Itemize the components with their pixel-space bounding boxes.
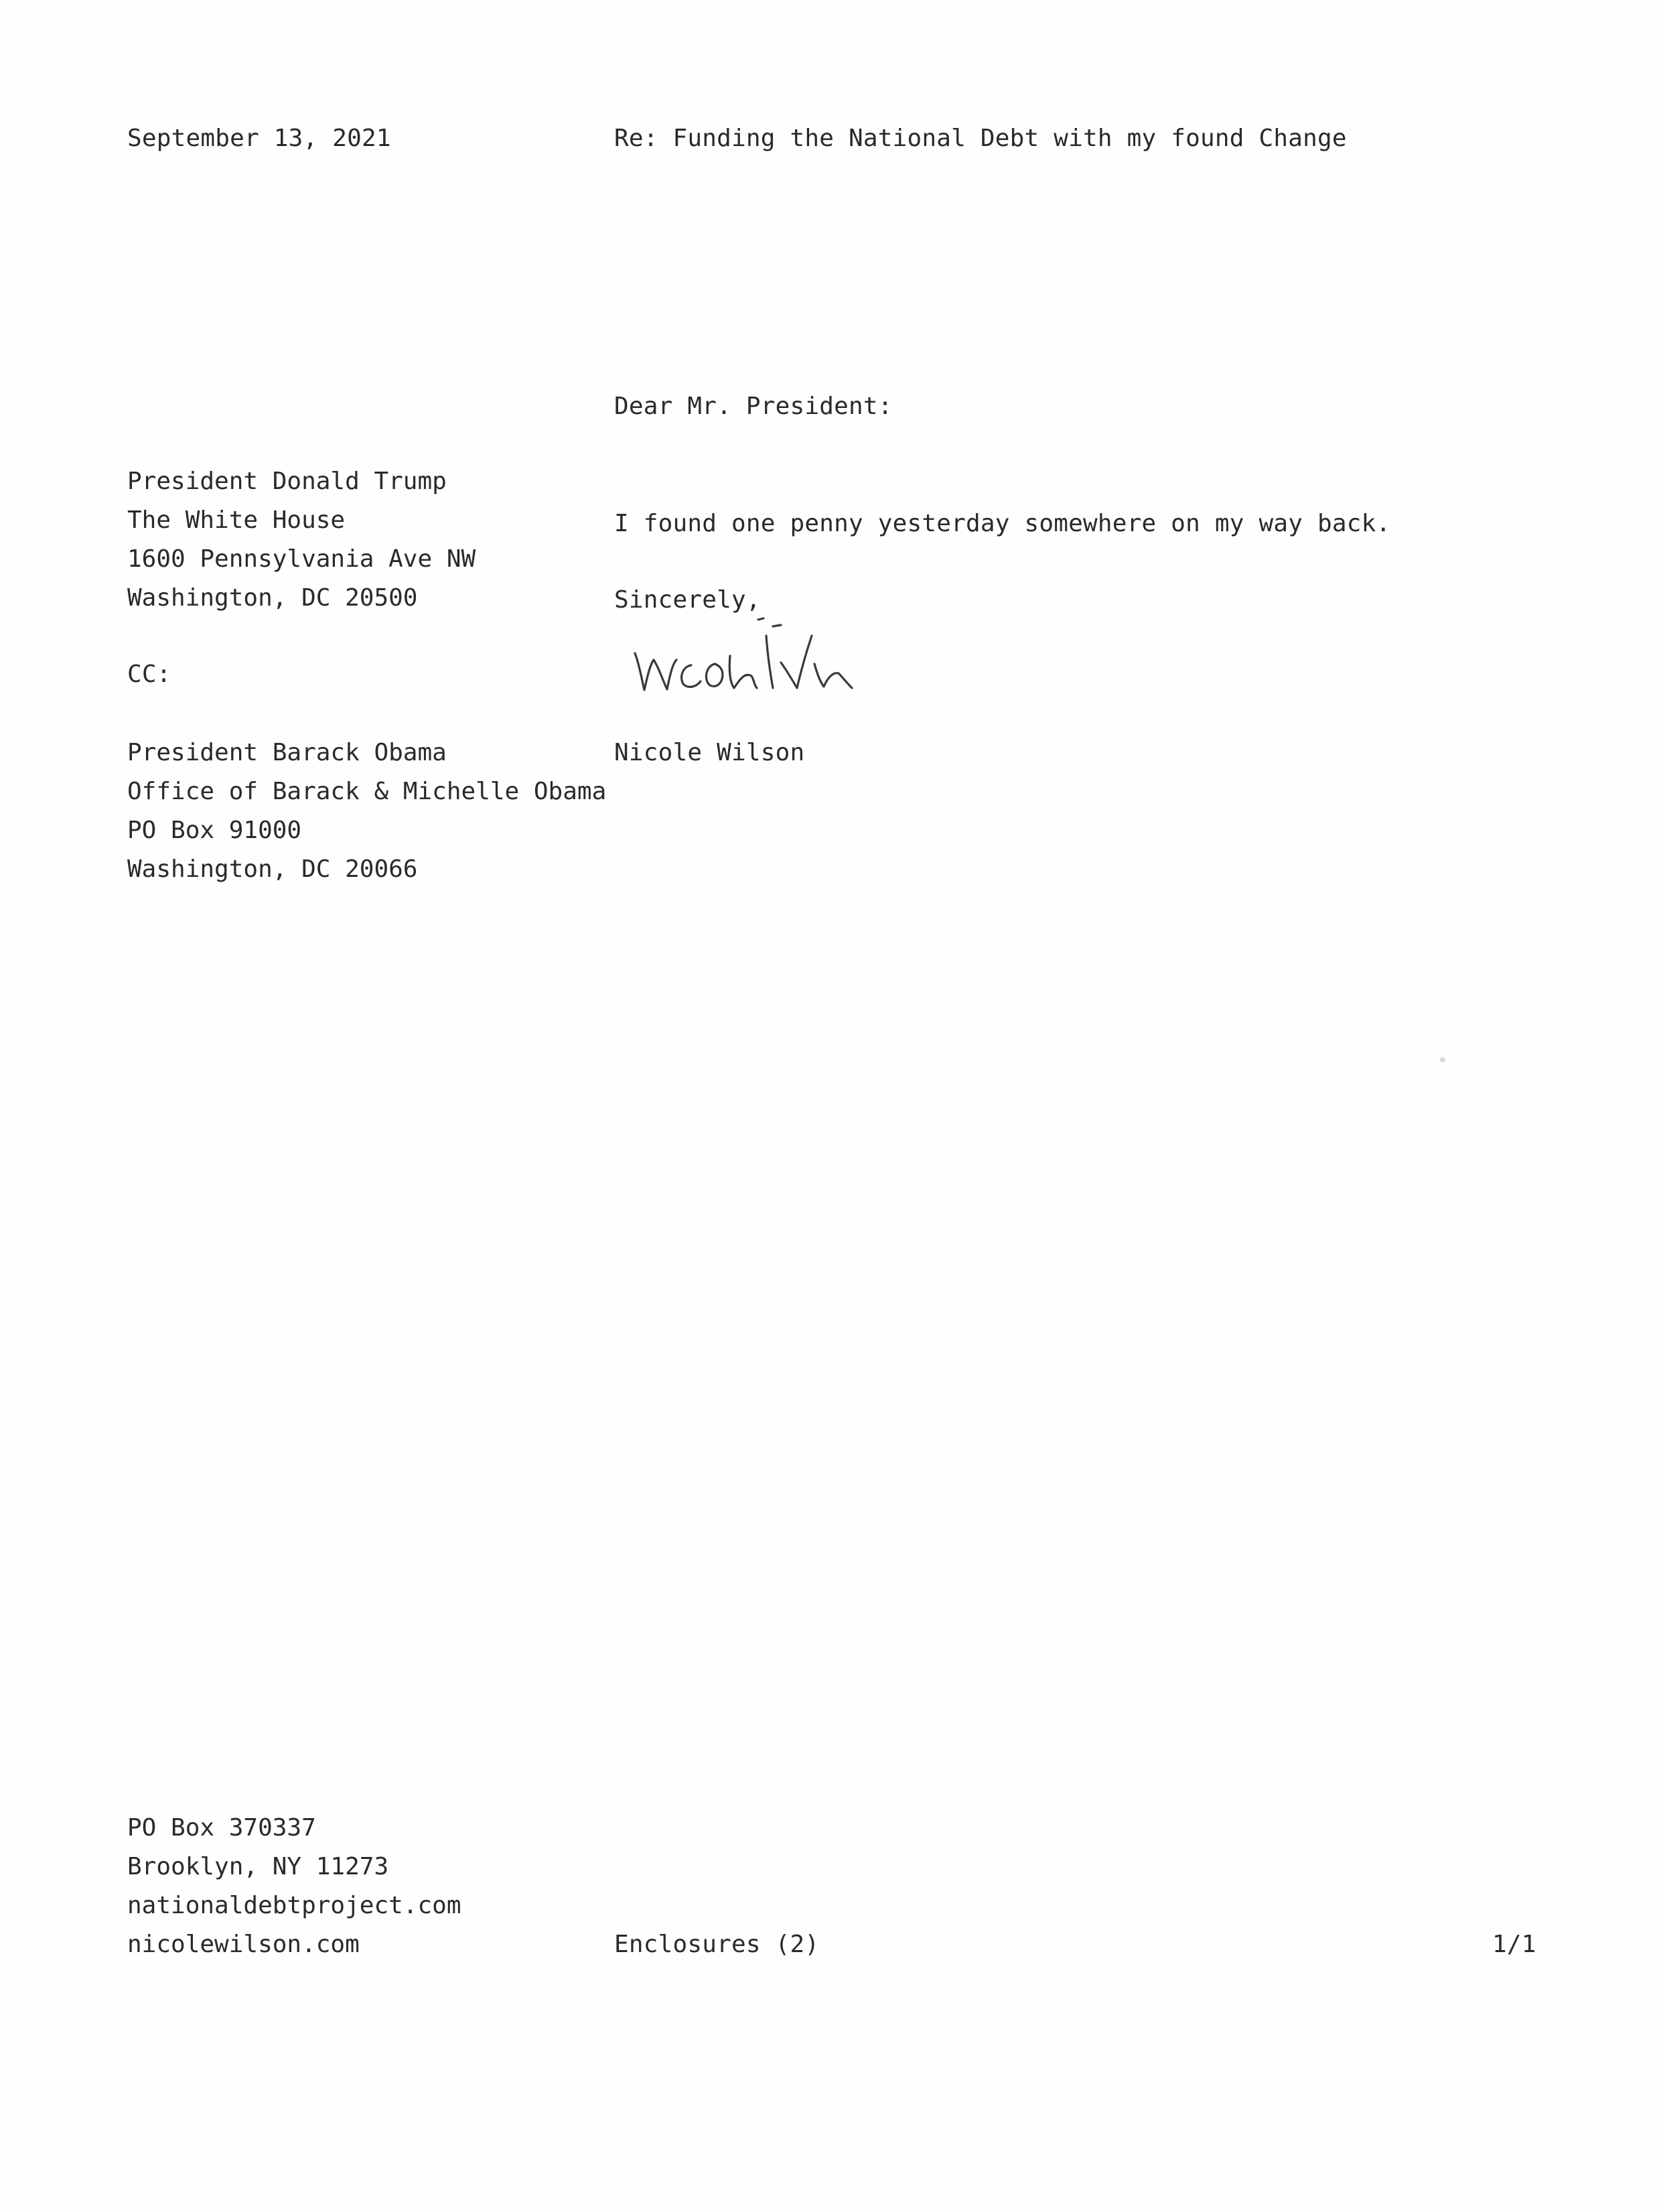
sender-address — [127, 1809, 461, 1964]
salutation: Dear Mr. President: — [614, 393, 893, 420]
cc-recipient-line: Office of Barack & Michelle Obama — [127, 778, 607, 805]
letter-date: September 13, 2021 — [127, 125, 391, 152]
paper-speck — [1440, 1057, 1445, 1062]
enclosures-note: Enclosures (2) — [614, 1931, 820, 1958]
sender-address-line: PO Box 370337 — [127, 1814, 316, 1842]
recipient-line: 1600 Pennsylvania Ave NW — [127, 545, 476, 573]
cc-recipient-address — [127, 734, 606, 889]
cc-recipient-line: President Barack Obama — [127, 739, 447, 766]
letter-body: I found one penny yesterday somewhere on my way back. — [614, 510, 1391, 537]
closing: Sincerely, — [614, 586, 761, 614]
handwritten-signature — [630, 606, 938, 707]
sender-website: nationaldebtproject.com — [127, 1892, 461, 1919]
cc-recipient-line: Washington, DC 20066 — [127, 855, 418, 883]
cc-label: CC: — [127, 661, 171, 688]
page-number: 1/1 — [1492, 1931, 1536, 1958]
recipient-line: Washington, DC 20500 — [127, 584, 418, 612]
sender-website: nicolewilson.com — [127, 1931, 360, 1958]
signer-name: Nicole Wilson — [614, 739, 805, 766]
letter-subject: Re: Funding the National Debt with my found Change — [614, 125, 1347, 152]
cc-recipient-line: PO Box 91000 — [127, 817, 302, 844]
recipient-line: President Donald Trump — [127, 468, 447, 495]
sender-address-line: Brooklyn, NY 11273 — [127, 1853, 389, 1880]
recipient-address — [127, 462, 476, 618]
recipient-line: The White House — [127, 506, 346, 534]
